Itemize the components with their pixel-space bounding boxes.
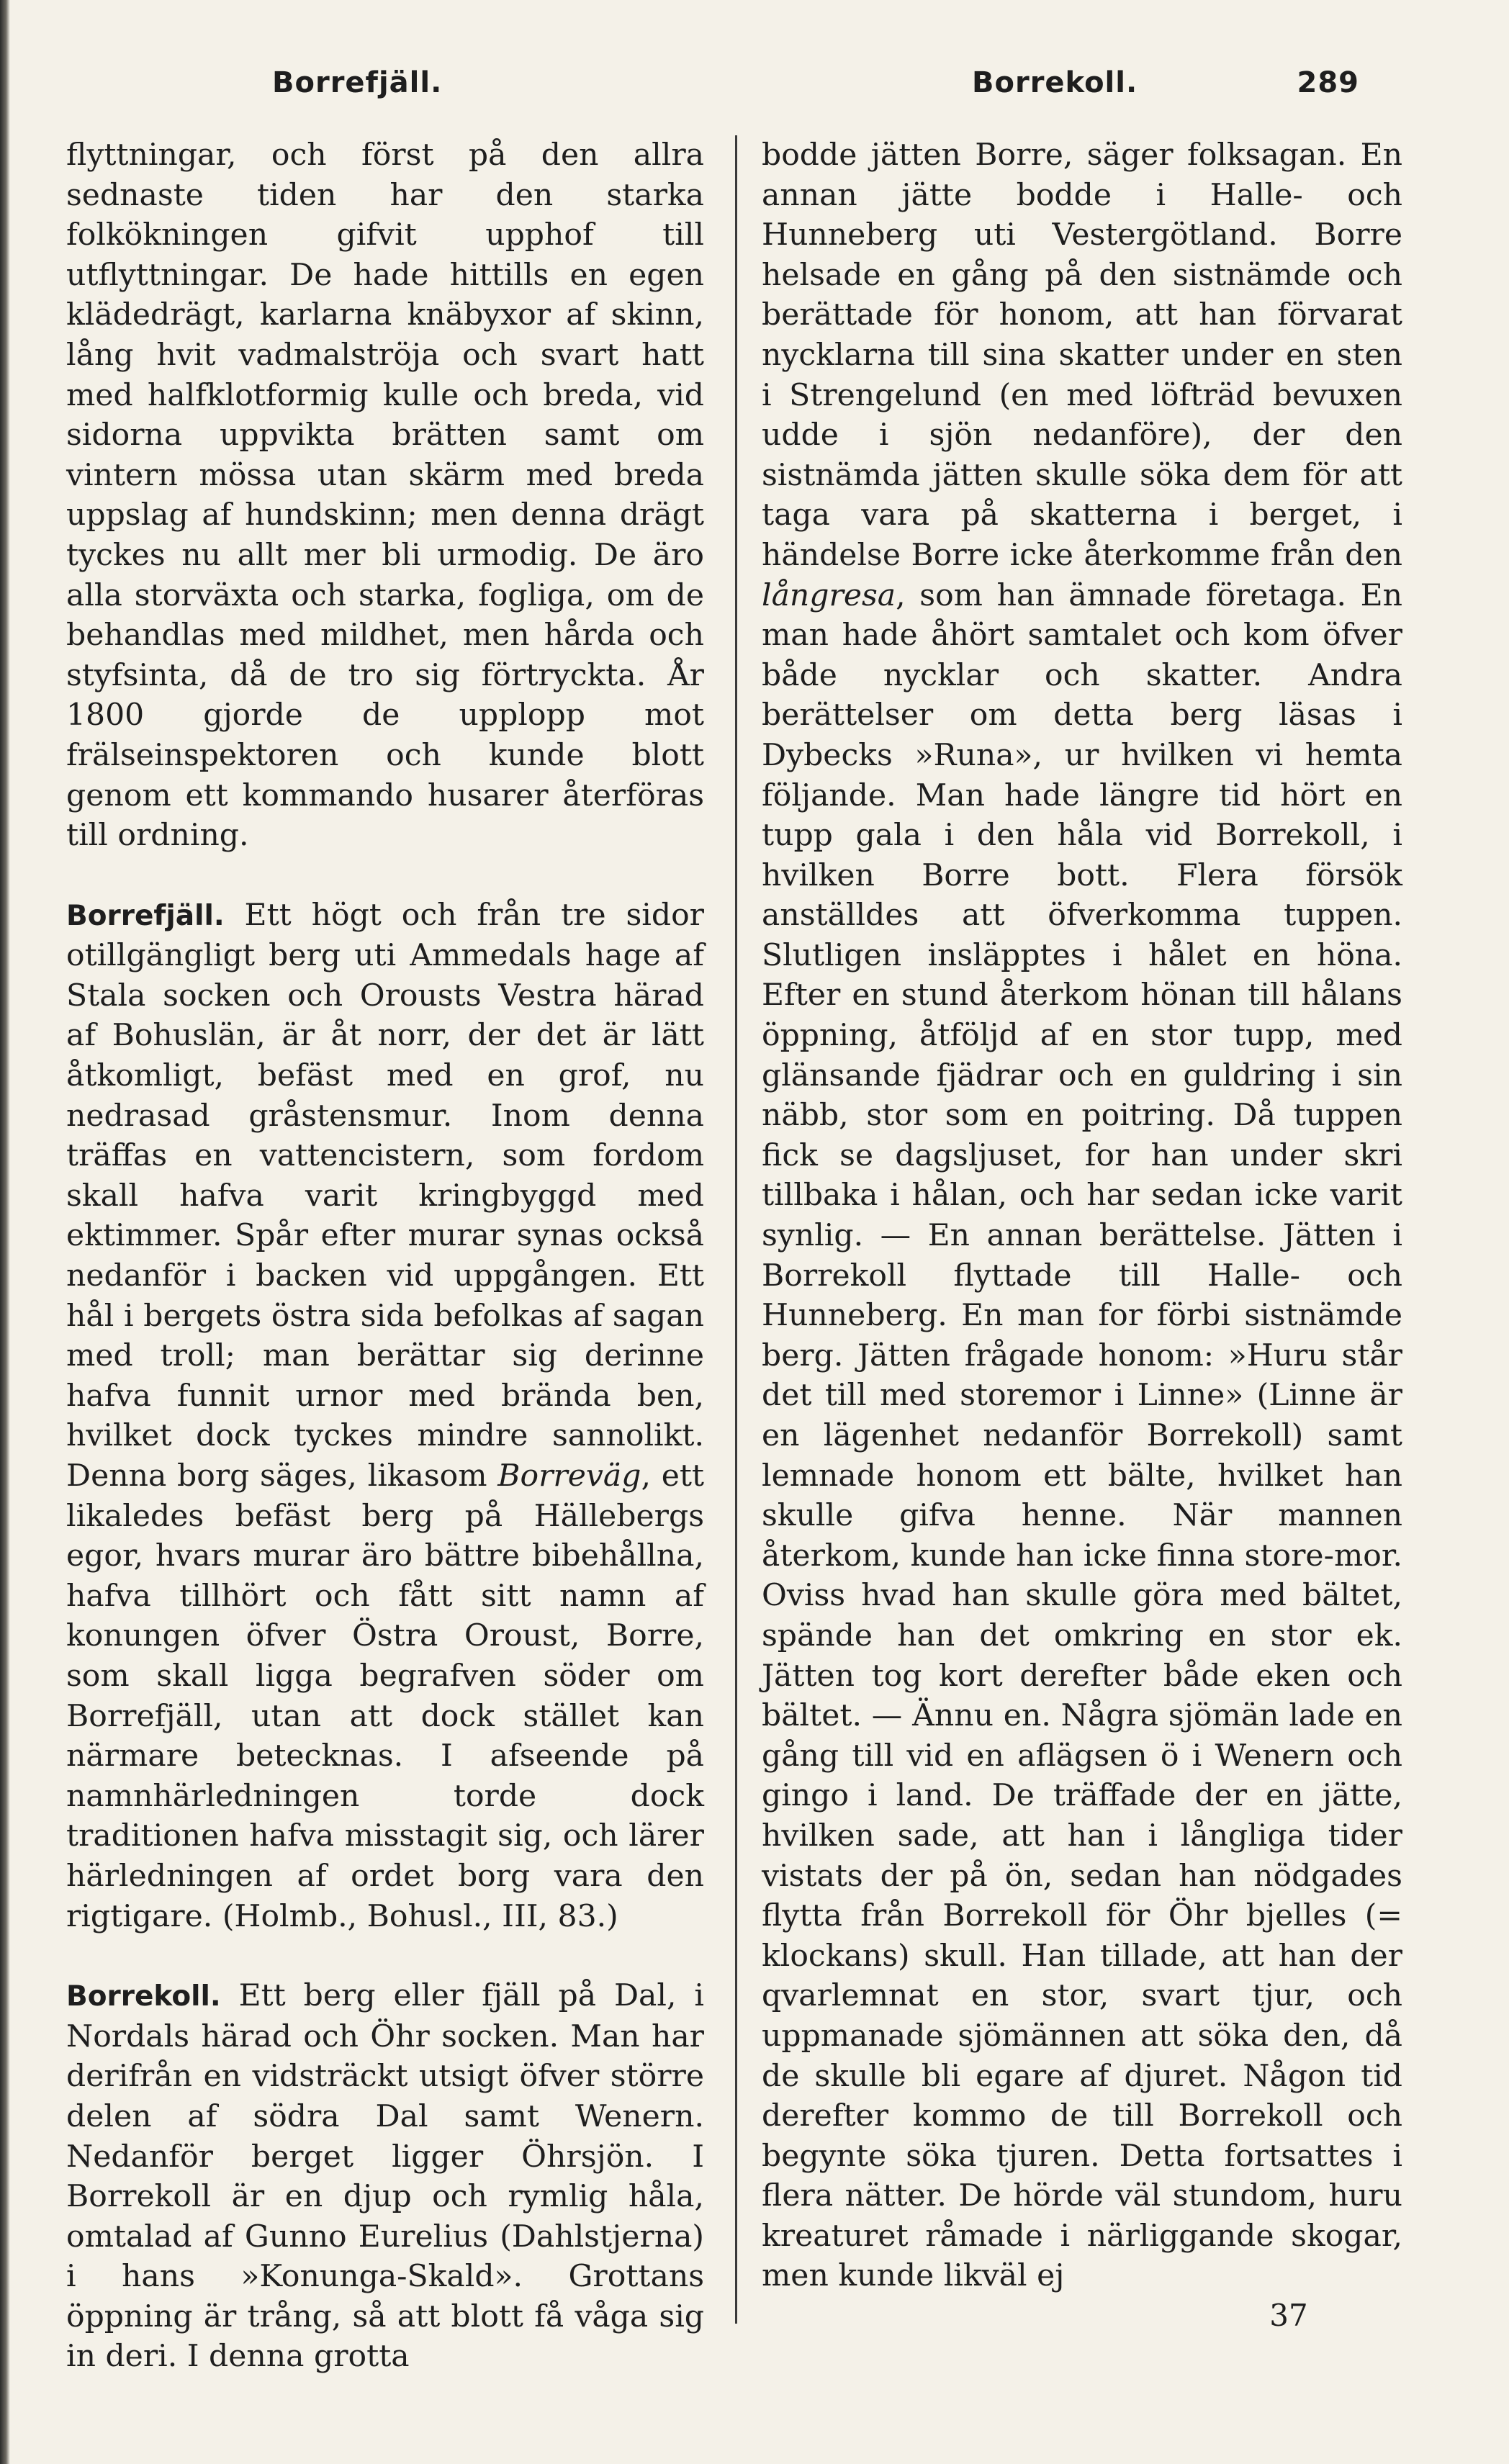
entry-headword: Borrefjäll. — [66, 899, 225, 932]
paragraph-continuation: flyttningar, och först på den allra sednaste tiden har den starka folkökningen gifvit upphof till utflyttningar. De hade hittills en egen klädedrägt, karlarna knäbyxor af skinn, lång hvit vadmalströja och svart hatt med halfklotformig kulle och breda, vid sidorna uppvikta brätten samt om vintern mössa utan skärm med breda uppslag af hundskinn; men denna drägt tyckes nu allt mer bli urmodig. De äro alla storväxta och starka, fogliga, om de behandlas med mildhet, men hårda och styfsinta, då de tro sig förtryckta. År 1800 gjorde de upplopp mot frälseinspektoren och kunde blott genom ett kommando husarer återföras till ordning. — [66, 137, 704, 854]
entry-text: Ett högt och från tre sidor otillgängligt berg uti Ammedals hage af Stala socken och Orousts Vestra härad af Bohuslän, är åt norr, der det är lätt åtkomligt, befäst med en grof, nu nedrasad gråstensmur. Inom denna träffas en vattencistern, som fordom skall hafva varit kringbyggd med ektimmer. Spår efter murar synas också nedanför i backen vid uppgången. Ett hål i bergets östra sida befolkas af sagan med troll; man berättar sig derinne hafva funnit urnor med brända ben, hvilket dock tyckes mindre sannolikt. Denna borg säges, likasom — [66, 897, 704, 1494]
entry-italic-term: långresa — [762, 577, 896, 613]
right-column — [762, 135, 1402, 2296]
right-running-head: Borrekoll. — [972, 66, 1138, 99]
entry-italic-term: Borreväg — [497, 1458, 641, 1494]
entry-text: bodde jätten Borre, säger folksagan. En annan jätte bodde i Halle- och Hunneberg uti Vestergötland. Borre helsade en gång på den sistnämde och berättade för honom, att han förvarat nycklarna till sina skatter under en sten i Strengelund (en med löfträd bevuxen udde i sjön nedanföre), der den sistnämda jätten skulle söka dem för att taga vara på skatterna i berget, i händelse Borre icke återkomme från den — [762, 137, 1402, 573]
entry-text: , som han ämnade företaga. En man hade åhört samtalet och kom öfver både nycklar och skatter. Andra berättelser om detta berg läsas i Dybecks »Runa», ur hvilken vi hemta följande. Man hade längre tid hört en tupp gala i den håla vid Borrekoll, i hvilken Borre bott. Flera försök anställdes att öfverkomma tuppen. Slutligen insläpptes i hålet en höna. Efter en stund återkom hönan till hålans öppning, åtföljd af en stor tupp, med glänsande fjädrar och en guldring i sin näbb, stor som en poitring. Då tuppen fick se dagsljuset, for han under skri tillbaka i hålan, och har sedan icke varit synlig. — En annan berättelse. Jätten i Borrekoll flyttade till Halle- och Hunneberg. En man for förbi sistnämde berg. Jätten frågade honom: »Huru står det till med storemor i Linne» (Linne är en lägenhet nedanför Borrekoll) samt lemnade honom ett bälte, hvilket han skulle gifva henne. När mannen återkom, kunde han icke finna store-mor. Oviss hvad han skulle göra med bältet, spände han det omkring en stor ek. Jätten tog kort derefter både eken och bältet. — Ännu en. Några sjömän lade en gång till vid en aflägsen ö i Wenern och gingo i land. De träffade der en jätte, hvilken sade, att han i långliga tider vistats der på ön, sedan han nödgades flytta från Borrekoll för Öhr bjelles (= klockans) skull. Han tillade, att han der qvarlemnat en stor, svart tjur, och uppmanade sjömännen att söka den, då de skulle bli egare af djuret. Någon tid derefter kommo de till Borrekoll och begynte söka tjuren. Detta fortsattes i flera nätter. De hörde väl stundom, huru kreaturet råmade i närliggande skogar, men kunde likväl ej — [762, 577, 1402, 2294]
entry-text: Ett berg eller fjäll på Dal, i Nordals härad och Öhr socken. Man har derifrån en vidsträckt utsigt öfver större delen af södra Dal samt Wenern. Nedanför berget ligger Öhrsjön. I Borrekoll är en djup och rymlig håla, omtalad af Gunno Eurelius (Dahlstjerna) i hans »Konunga-Skald». Grottans öppning är trång, så att blott få våga sig in deri. I denna grotta — [66, 1978, 704, 2375]
entry-headword: Borrekoll. — [66, 1980, 221, 2013]
page-number: 289 — [1297, 66, 1359, 99]
entry-text: , ett likaledes befäst berg på Hällebergs egor, hvars murar äro bättre bibehållna, hafva tillhört och fått sitt namn af konungen öfver Östra Oroust, Borre, som skall ligga begrafven söder om Borrefjäll, utan att dock stället kan närmare betecknas. I afseende på namnhärledningen torde dock traditionen hafva misstagit sig, och lärer härledningen af ordet borg vara den rigtigare. (Holmb., Bohusl., III, 83.) — [66, 1458, 705, 1934]
binding-edge — [0, 0, 10, 2464]
entry-borrekoll — [66, 1976, 704, 2377]
entry-borrefjall — [66, 895, 704, 1936]
left-running-head: Borrefjäll. — [272, 66, 443, 99]
paragraph-continuation — [762, 135, 1402, 2296]
left-column — [66, 135, 704, 2377]
signature-mark: 37 — [1269, 2298, 1308, 2333]
column-divider — [735, 135, 737, 2324]
